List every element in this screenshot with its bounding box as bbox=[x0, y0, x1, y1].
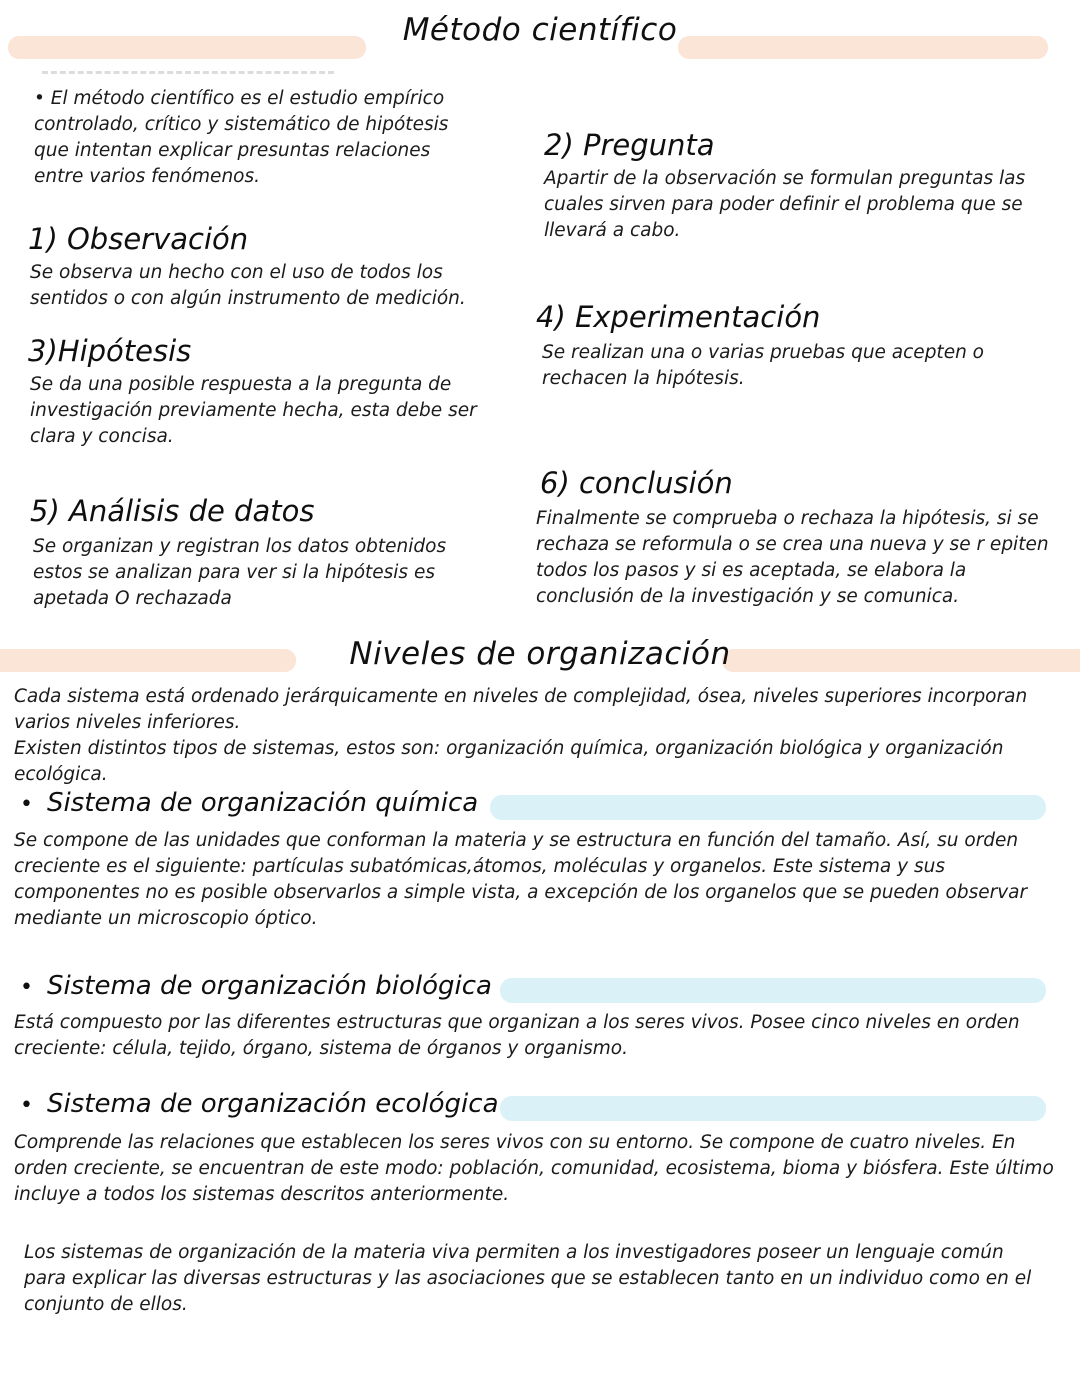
biologica-heading bbox=[20, 971, 492, 1001]
step-2-body: Apartir de la observación se formulan preguntas las cuales sirven para poder definir el problema que se llevará a cabo. bbox=[544, 168, 1026, 241]
step-4-heading: 4) Experimentación bbox=[536, 300, 821, 334]
step-5-body: Se organizan y registran los datos obtenidos estos se analizan para ver si la hipótesis es apetada O rechazada bbox=[33, 536, 447, 609]
bullet-icon: • bbox=[20, 1093, 33, 1118]
step-6-heading: 6) conclusión bbox=[540, 466, 733, 500]
dashed-underline bbox=[42, 71, 334, 74]
bullet-icon: • bbox=[20, 975, 33, 1000]
biologica-heading-label: Sistema de organización biológica bbox=[46, 971, 492, 1001]
closing-paragraph: Los sistemas de organización de la materia viva permiten a los investigadores poseer un lenguaje común para explicar las diversas estructuras y las asociaciones que se establecen tanto en un individuo como en el conjunto de ellos. bbox=[24, 1242, 1032, 1315]
section2-title: Niveles de organización bbox=[349, 636, 731, 672]
ecologica-heading-label: Sistema de organización ecológica bbox=[46, 1089, 499, 1119]
biologica-body: Está compuesto por las diferentes estructuras que organizan a los seres vivos. Posee cinco niveles en orden creciente: célula, tejido, órgano, sistema de órganos y organismo. bbox=[14, 1012, 1020, 1059]
quimica-body: Se compone de las unidades que conforman la materia y se estructura en función del tamaño. Así, su orden creciente es el siguiente: partículas subatómicas,átomos, moléculas y organelos. Este sistema y sus componentes no es posible observarlos a simple vista, a excepción de los organelos que se pueden observar mediante un microscopio óptico. bbox=[14, 830, 1028, 929]
ecologica-highlight bbox=[500, 1096, 1046, 1121]
step-3-body: Se da una posible respuesta a la pregunta de investigación previamente hecha, esta debe ser clara y concisa. bbox=[30, 374, 477, 447]
niveles-intro-line1: Cada sistema está ordenado jerárquicamente en niveles de complejidad, ósea, niveles superiores incorporan varios niveles inferiores. bbox=[14, 686, 1028, 733]
step-1-body: Se observa un hecho con el uso de todos los sentidos o con algún instrumento de medición. bbox=[30, 262, 466, 309]
quimica-heading-label: Sistema de organización química bbox=[46, 788, 479, 818]
niveles-intro-line2: Existen distintos tipos de sistemas, estos son: organización química, organización biológica y organización ecológica. bbox=[14, 738, 1004, 785]
ecologica-body: Comprende las relaciones que establecen los seres vivos con su entorno. Se compone de cuatro niveles. En orden creciente, se encuentran de este modo: población, comunidad, ecosistema, bioma y biósfera. Este último incluye a todos los sistemas descritos anteriormente. bbox=[14, 1132, 1054, 1205]
niveles-intro bbox=[14, 684, 1064, 788]
bullet-icon: • bbox=[20, 792, 33, 817]
step-6-body: Finalmente se comprueba o rechaza la hipótesis, si se rechaza se reformula o se crea una nueva y se r epiten todos los pasos y si es aceptada, se elabora la conclusión de la investigación y se comunica. bbox=[536, 508, 1049, 607]
step-4-body: Se realizan una o varias pruebas que acepten o rechacen la hipótesis. bbox=[542, 342, 984, 389]
biologica-highlight bbox=[500, 978, 1046, 1003]
page-title: Método científico bbox=[402, 12, 678, 48]
step-1-heading: 1) Observación bbox=[28, 222, 249, 256]
step-3-heading: 3)Hipótesis bbox=[28, 334, 192, 368]
step-2-heading: 2) Pregunta bbox=[544, 128, 715, 162]
quimica-heading bbox=[20, 788, 478, 818]
step-5-heading: 5) Análisis de datos bbox=[30, 494, 315, 528]
quimica-highlight bbox=[490, 795, 1046, 820]
ecologica-heading bbox=[20, 1089, 499, 1119]
metodo-intro: • El método científico es el estudio empírico controlado, crítico y sistemático de hipótesis que intentan explicar presuntas relaciones entre varios fenómenos. bbox=[34, 88, 449, 187]
